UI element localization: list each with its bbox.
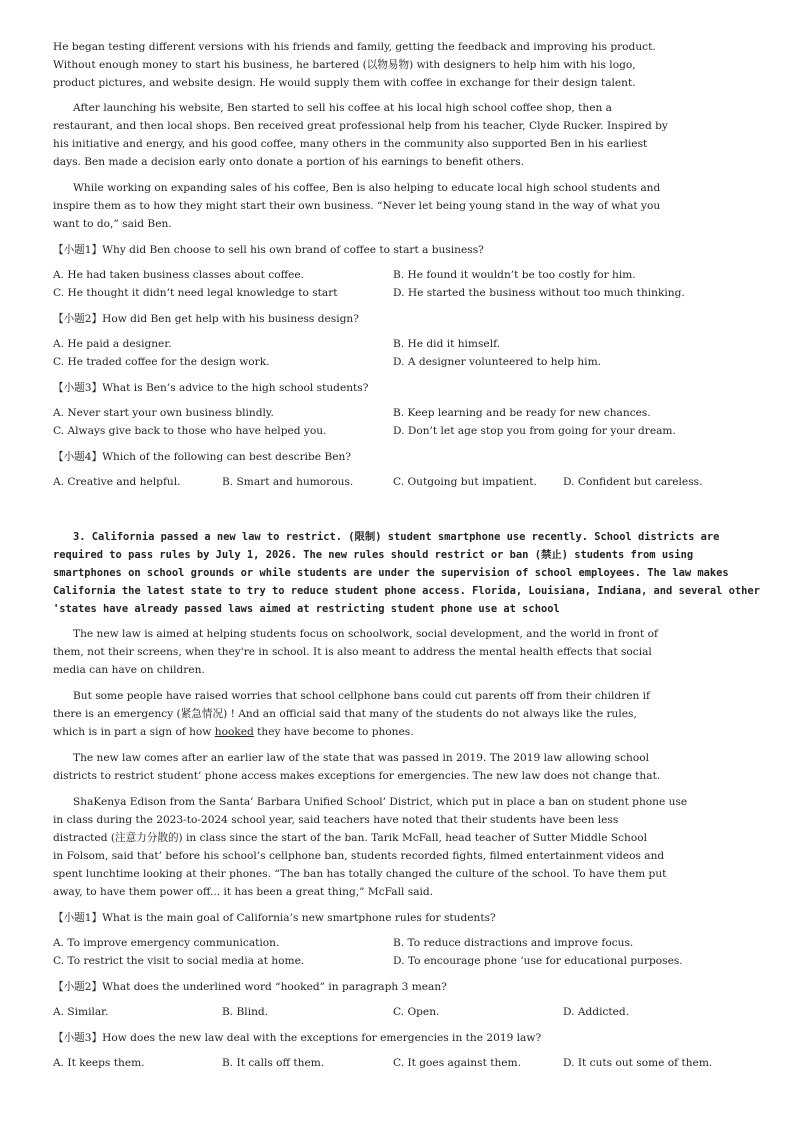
option-c[interactable]: C. Always give back to those who have helped you. bbox=[53, 425, 327, 437]
paragraph-line: Without enough money to start his business, he bartered (以物易物) with designers to help him with his logo, bbox=[53, 59, 636, 71]
paragraph-line: product pictures, and website design. He would supply them with coffee in exchange for their design talent. bbox=[53, 77, 636, 89]
option-c[interactable]: C. Outgoing but impatient. bbox=[393, 476, 537, 488]
paragraph-line: his initiative and energy, and his good coffee, many others in the community also supported Ben in his earliest bbox=[53, 138, 648, 150]
paragraph-line: there is an emergency (紧急情况) ! And an official said that many of the students do not always like the rules, bbox=[53, 708, 637, 720]
option-d[interactable]: D. Don’t let age stop you from going for your dream. bbox=[393, 425, 676, 437]
option-b[interactable]: B. He found it wouldn’t be too costly for him. bbox=[393, 269, 636, 281]
question-stem: 【小题3】How does the new law deal with the exceptions for emergencies in the 2019 law? bbox=[53, 1032, 542, 1044]
underlined-word: hooked bbox=[214, 726, 254, 738]
paragraph-line: want to do,” said Ben. bbox=[53, 218, 172, 230]
paragraph-line: districts to restrict student’ phone access makes exceptions for emergencies. The new law does not change that. bbox=[53, 770, 661, 782]
option-b[interactable]: B. Smart and humorous. bbox=[222, 476, 354, 488]
paragraph-line bbox=[53, 723, 753, 741]
option-c[interactable]: C. He thought it didn’t need legal knowledge to start bbox=[53, 287, 338, 299]
option-a[interactable]: A. He had taken business classes about coffee. bbox=[53, 269, 305, 281]
paragraph-line: restaurant, and then local shops. Ben received great professional help from his teacher, Clyde Rucker. Inspired by bbox=[53, 120, 668, 132]
passage-intro-line: 'states have already passed laws aimed at restricting student phone use at school bbox=[53, 603, 560, 615]
option-a[interactable]: A. Similar. bbox=[53, 1006, 109, 1018]
paragraph-line: While working on expanding sales of his coffee, Ben is also helping to educate local high school students and bbox=[73, 182, 661, 194]
question-stem: 【小题4】Which of the following can best describe Ben? bbox=[53, 451, 352, 463]
option-a[interactable]: A. Never start your own business blindly. bbox=[53, 407, 274, 419]
option-c[interactable]: C. It goes against them. bbox=[393, 1057, 521, 1069]
question-stem: 【小题2】What does the underlined word “hooked” in paragraph 3 mean? bbox=[53, 981, 447, 993]
option-c[interactable]: C. To restrict the visit to social media at home. bbox=[53, 955, 305, 967]
passage-intro-line: smartphones on school grounds or while students are under the supervision of school employees. The law makes bbox=[53, 567, 729, 579]
option-a[interactable]: A. To improve emergency communication. bbox=[53, 937, 280, 949]
question-stem: 【小题1】Why did Ben choose to sell his own brand of coffee to start a business? bbox=[53, 244, 484, 256]
paragraph-line: away, to have them power off... it has been a great thing,” McFall said. bbox=[53, 886, 434, 898]
paragraph-line: days. Ben made a decision early onto donate a portion of his earnings to benefit others. bbox=[53, 156, 525, 168]
option-d[interactable]: D. He started the business without too much thinking. bbox=[393, 287, 685, 299]
option-a[interactable]: A. It keeps them. bbox=[53, 1057, 145, 1069]
paragraph-line: But some people have raised worries that school cellphone bans could cut parents off from their children if bbox=[73, 690, 650, 702]
text-span: they have become to phones. bbox=[253, 726, 414, 738]
option-d[interactable]: D. Addicted. bbox=[563, 1006, 630, 1018]
paragraph-line: The new law comes after an earlier law of the state that was passed in 2019. The 2019 law allowing school bbox=[73, 752, 649, 764]
question-stem: 【小题1】What is the main goal of California’s new smartphone rules for students? bbox=[53, 912, 496, 924]
paragraph-line: inspire them as to how they might start their own business. “Never let being young stand in the way of what you bbox=[53, 200, 661, 212]
paragraph-line: in Folsom, said that’ before his school’s cellphone ban, students recorded fights, filmed entertainment videos and bbox=[53, 850, 665, 862]
paragraph-line: He began testing different versions with his friends and family, getting the feedback and improving his product. bbox=[53, 41, 656, 53]
option-a[interactable]: A. Creative and helpful. bbox=[53, 476, 181, 488]
question-stem: 【小题3】What is Ben’s advice to the high school students? bbox=[53, 382, 369, 394]
option-c[interactable]: C. Open. bbox=[393, 1006, 440, 1018]
option-d[interactable]: D. Confident but careless. bbox=[563, 476, 703, 488]
option-c[interactable]: C. He traded coffee for the design work. bbox=[53, 356, 270, 368]
passage-intro-line: required to pass rules by July 1, 2026. The new rules should restrict or ban (禁止) students from using bbox=[53, 549, 694, 561]
option-b[interactable]: B. To reduce distractions and improve focus. bbox=[393, 937, 634, 949]
paragraph-line: them, not their screens, when they're in school. It is also meant to address the mental health effects that social bbox=[53, 646, 652, 658]
passage-intro-line: California the latest state to try to reduce student phone access. Florida, Louisiana, Indiana, and several other bbox=[53, 585, 760, 597]
option-d[interactable]: D. To encourage phone ’use for educational purposes. bbox=[393, 955, 683, 967]
paragraph-line: The new law is aimed at helping students focus on schoolwork, social development, and the world in front of bbox=[73, 628, 658, 640]
option-a[interactable]: A. He paid a designer. bbox=[53, 338, 172, 350]
paragraph-line: spent lunchtime looking at their phones. “The ban has totally changed the culture of the school. To have them put bbox=[53, 868, 667, 880]
paragraph-line: in class during the 2023-to-2024 school year, said teachers have noted that their students have been less bbox=[53, 814, 619, 826]
passage-intro-line: 3. California passed a new law to restrict. (限制) student smartphone use recently. School districts are bbox=[73, 531, 720, 543]
option-b[interactable]: B. It calls off them. bbox=[222, 1057, 325, 1069]
paragraph-line: ShaKenya Edison from the Santa’ Barbara Unified School’ District, which put in place a ban on student phone use bbox=[73, 796, 688, 808]
paragraph-line: media can have on children. bbox=[53, 664, 205, 676]
question-stem: 【小题2】How did Ben get help with his business design? bbox=[53, 313, 359, 325]
option-d[interactable]: D. It cuts out some of them. bbox=[563, 1057, 713, 1069]
option-d[interactable]: D. A designer volunteered to help him. bbox=[393, 356, 601, 368]
option-b[interactable]: B. Keep learning and be ready for new chances. bbox=[393, 407, 651, 419]
paragraph-line: After launching his website, Ben started to sell his coffee at his local high school coffee shop, then a bbox=[73, 102, 612, 114]
option-b[interactable]: B. He did it himself. bbox=[393, 338, 500, 350]
option-b[interactable]: B. Blind. bbox=[222, 1006, 269, 1018]
text-span: which is in part a sign of how bbox=[53, 726, 215, 738]
paragraph-line: distracted (注意力分散的) in class since the start of the ban. Tarik McFall, head teacher of Sutter Middle School bbox=[53, 832, 648, 844]
